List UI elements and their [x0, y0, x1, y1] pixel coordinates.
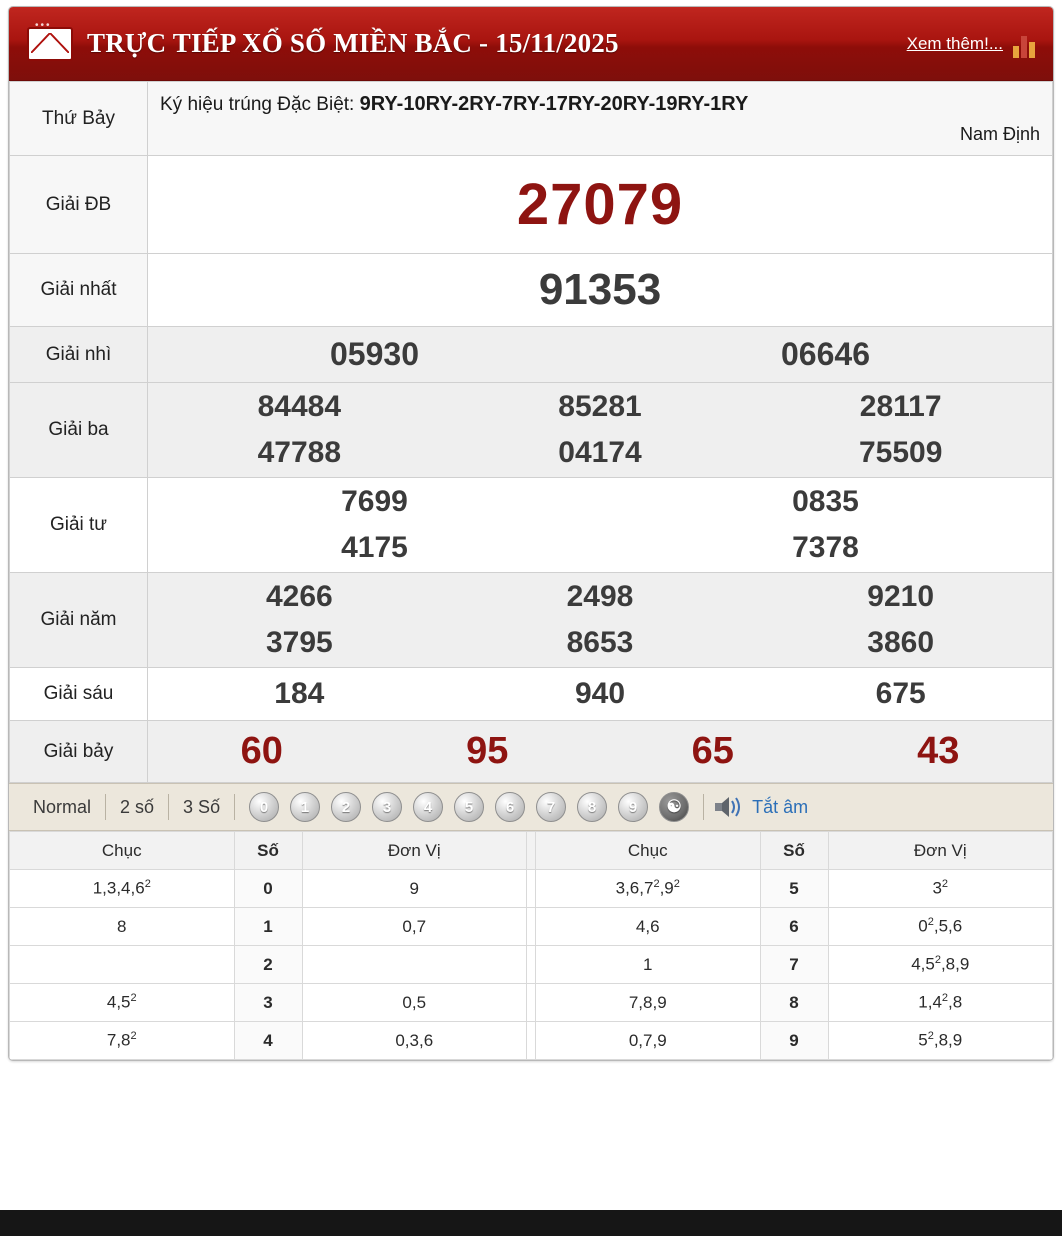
mail-dots-icon: ••• — [35, 19, 52, 31]
prize-values-g4 — [148, 478, 1053, 573]
toolbar-two-digit-button[interactable]: 2 số — [120, 796, 155, 817]
stats-donvi-right: $0^2,5,6$ — [828, 908, 1053, 946]
stats-so-left: 4 — [234, 1022, 302, 1060]
mute-label[interactable]: Tắt âm — [752, 796, 809, 817]
page-title: TRỰC TIẾP XỔ SỐ MIỀN BẮC - 15/11/2025 — [87, 28, 619, 58]
stats-column-divider — [527, 908, 536, 946]
prize-label-g1: Giải nhất — [10, 254, 148, 327]
table-row — [10, 908, 1053, 946]
prize-row — [149, 430, 1051, 476]
digit-ball-1[interactable]: 1 — [290, 792, 320, 822]
stats-header-so-left: Số — [234, 832, 302, 870]
weekday-label: Thứ Bảy — [10, 82, 148, 156]
stats-so-right: 9 — [760, 1022, 828, 1060]
digit-ball-0[interactable]: 0 — [249, 792, 279, 822]
digit-ball-7[interactable]: 7 — [536, 792, 566, 822]
stats-donvi-left: 9 — [302, 870, 527, 908]
prize-values-g2 — [148, 327, 1053, 383]
table-row-meta — [10, 82, 1053, 156]
prize-number: 43 — [917, 730, 960, 773]
stats-chuc-left: $4,5^2$ — [10, 984, 235, 1022]
table-row-g3 — [10, 383, 1053, 478]
prize-number: 75509 — [858, 436, 943, 470]
prize-row — [149, 384, 1051, 430]
stats-donvi-left — [302, 946, 527, 984]
stats-chuc-left: 1,3,4,6$^2$ — [10, 870, 235, 908]
prize-number: 65 — [691, 730, 734, 773]
prize-number: 7378 — [792, 531, 859, 565]
prize-row — [149, 479, 1051, 525]
prize-label-g7: Giải bảy — [10, 721, 148, 783]
prize-number: 95 — [466, 730, 509, 773]
digit-ball-6[interactable]: 6 — [495, 792, 525, 822]
prize-row — [149, 328, 1051, 381]
prize-number: 184 — [274, 677, 325, 711]
prize-row — [149, 620, 1051, 666]
prize-number: 04174 — [558, 436, 642, 470]
digit-ball-5[interactable]: 5 — [454, 792, 484, 822]
prize-row — [149, 574, 1051, 620]
digit-ball-4[interactable]: 4 — [413, 792, 443, 822]
stats-column-divider — [527, 946, 536, 984]
stats-chuc-right: 4,6 — [536, 908, 761, 946]
table-row-db — [10, 156, 1053, 254]
prize-label-db: Giải ĐB — [10, 156, 148, 254]
head-tail-stats-table — [9, 831, 1053, 1060]
toolbar-three-digit-button[interactable]: 3 Số — [183, 796, 221, 817]
stats-donvi-left: 0,7 — [302, 908, 527, 946]
stats-so-left: 1 — [234, 908, 302, 946]
stats-donvi-right: $1,4^2,8$ — [828, 984, 1053, 1022]
stats-column-divider — [527, 832, 536, 870]
digit-ball-9[interactable]: 9 — [618, 792, 648, 822]
prize-values-g1 — [148, 254, 1053, 327]
stats-chuc-left: 8 — [10, 908, 235, 946]
stats-donvi-right: $3^2$ — [828, 870, 1053, 908]
stats-column-divider — [527, 1022, 536, 1060]
prize-row — [149, 722, 1051, 781]
symbol-codes: 9RY-10RY-2RY-7RY-17RY-20RY-19RY-1RY — [359, 93, 749, 115]
stats-column-divider — [527, 984, 536, 1022]
prize-number: 27079 — [516, 172, 684, 238]
prize-number: 0835 — [792, 485, 859, 519]
yin-yang-icon[interactable]: ☯ — [659, 792, 689, 822]
prize-values-g3 — [148, 383, 1053, 478]
table-row — [10, 984, 1053, 1022]
prize-row — [149, 525, 1051, 571]
taskbar — [0, 1210, 1062, 1236]
table-row — [10, 946, 1053, 984]
mute-control[interactable] — [704, 795, 808, 819]
prize-number: 7699 — [341, 485, 408, 519]
symbol-label: Ký hiệu trúng Đặc Biệt: — [160, 94, 355, 115]
digit-ball-3[interactable]: 3 — [372, 792, 402, 822]
mail-icon — [27, 19, 73, 61]
table-row — [10, 1022, 1053, 1060]
stats-so-right: 5 — [760, 870, 828, 908]
prize-values-g5 — [148, 573, 1053, 668]
digit-ball-8[interactable]: 8 — [577, 792, 607, 822]
lottery-widget — [8, 6, 1054, 1061]
prize-number: 28117 — [859, 390, 942, 424]
prize-label-g3: Giải ba — [10, 383, 148, 478]
digit-ball-2[interactable]: 2 — [331, 792, 361, 822]
prize-number: 06646 — [781, 336, 870, 373]
stats-header-donvi-left: Đơn Vị — [302, 832, 527, 870]
stats-column-divider — [527, 870, 536, 908]
digit-filter-group — [235, 792, 703, 822]
table-row — [10, 870, 1053, 908]
prize-label-g5: Giải năm — [10, 573, 148, 668]
table-row-g6 — [10, 668, 1053, 721]
stats-chuc-left: $7,8^2$ — [10, 1022, 235, 1060]
stats-chuc-right: $3,6,7^2,9^2$ — [536, 870, 761, 908]
prize-label-g6: Giải sáu — [10, 668, 148, 721]
stats-header-donvi-right: Đơn Vị — [828, 832, 1053, 870]
header-right-group — [907, 30, 1039, 58]
prize-number: 675 — [875, 677, 926, 711]
stats-header-chuc-left: Chục — [10, 832, 235, 870]
see-more-link[interactable]: Xem thêm!... — [906, 33, 1003, 53]
prize-number: 85281 — [558, 390, 642, 424]
stats-so-right: 7 — [760, 946, 828, 984]
widget-header — [9, 7, 1053, 81]
special-symbol-cell — [148, 82, 1053, 156]
speaker-icon — [714, 795, 744, 819]
stats-donvi-right: $5^2,8,9$ — [828, 1022, 1053, 1060]
prize-number: 9210 — [867, 580, 935, 614]
stats-so-right: 6 — [760, 908, 828, 946]
prize-values-db — [148, 156, 1053, 254]
stats-so-left: 0 — [234, 870, 302, 908]
prize-label-g4: Giải tư — [10, 478, 148, 573]
stats-donvi-right: $4,5^2,8,9$ — [828, 946, 1053, 984]
results-table — [9, 81, 1053, 783]
prize-number: 60 — [240, 730, 283, 773]
prize-number: 05930 — [330, 336, 419, 373]
province-label: Nam Định — [959, 124, 1040, 144]
stats-donvi-left: 0,3,6 — [302, 1022, 527, 1060]
stats-chuc-left — [10, 946, 235, 984]
prize-number: 47788 — [257, 436, 342, 470]
prize-label-g2: Giải nhì — [10, 327, 148, 383]
table-row-g4 — [10, 478, 1053, 573]
table-row-g5 — [10, 573, 1053, 668]
prize-row — [149, 669, 1051, 719]
stats-so-left: 2 — [234, 946, 302, 984]
table-row-g2 — [10, 327, 1053, 383]
stats-header-chuc-right: Chục — [536, 832, 761, 870]
prize-number: 8653 — [566, 626, 634, 660]
prize-number: 940 — [574, 677, 626, 711]
stats-header-so-right: Số — [760, 832, 828, 870]
stats-so-left: 3 — [234, 984, 302, 1022]
bar-chart-icon[interactable] — [1013, 30, 1039, 58]
prize-values-g7 — [148, 721, 1053, 783]
stats-so-right: 8 — [760, 984, 828, 1022]
table-row-g7 — [10, 721, 1053, 783]
prize-number: 2498 — [566, 580, 634, 614]
stats-header-row — [10, 832, 1053, 870]
prize-number: 4266 — [265, 580, 333, 614]
prize-values-g6 — [148, 668, 1053, 721]
toolbar-normal-button[interactable]: Normal — [33, 796, 92, 817]
stats-chuc-right: 0,7,9 — [536, 1022, 761, 1060]
prize-number: 91353 — [538, 265, 662, 315]
prize-number: 3795 — [265, 626, 333, 660]
stats-chuc-right: 7,8,9 — [536, 984, 761, 1022]
prize-number: 84484 — [257, 390, 342, 424]
prize-number: 4175 — [341, 531, 408, 565]
prize-number: 3860 — [867, 626, 935, 660]
view-toolbar — [9, 783, 1053, 831]
table-row-g1 — [10, 254, 1053, 327]
stats-chuc-right: 1 — [536, 946, 761, 984]
stats-donvi-left: 0,5 — [302, 984, 527, 1022]
